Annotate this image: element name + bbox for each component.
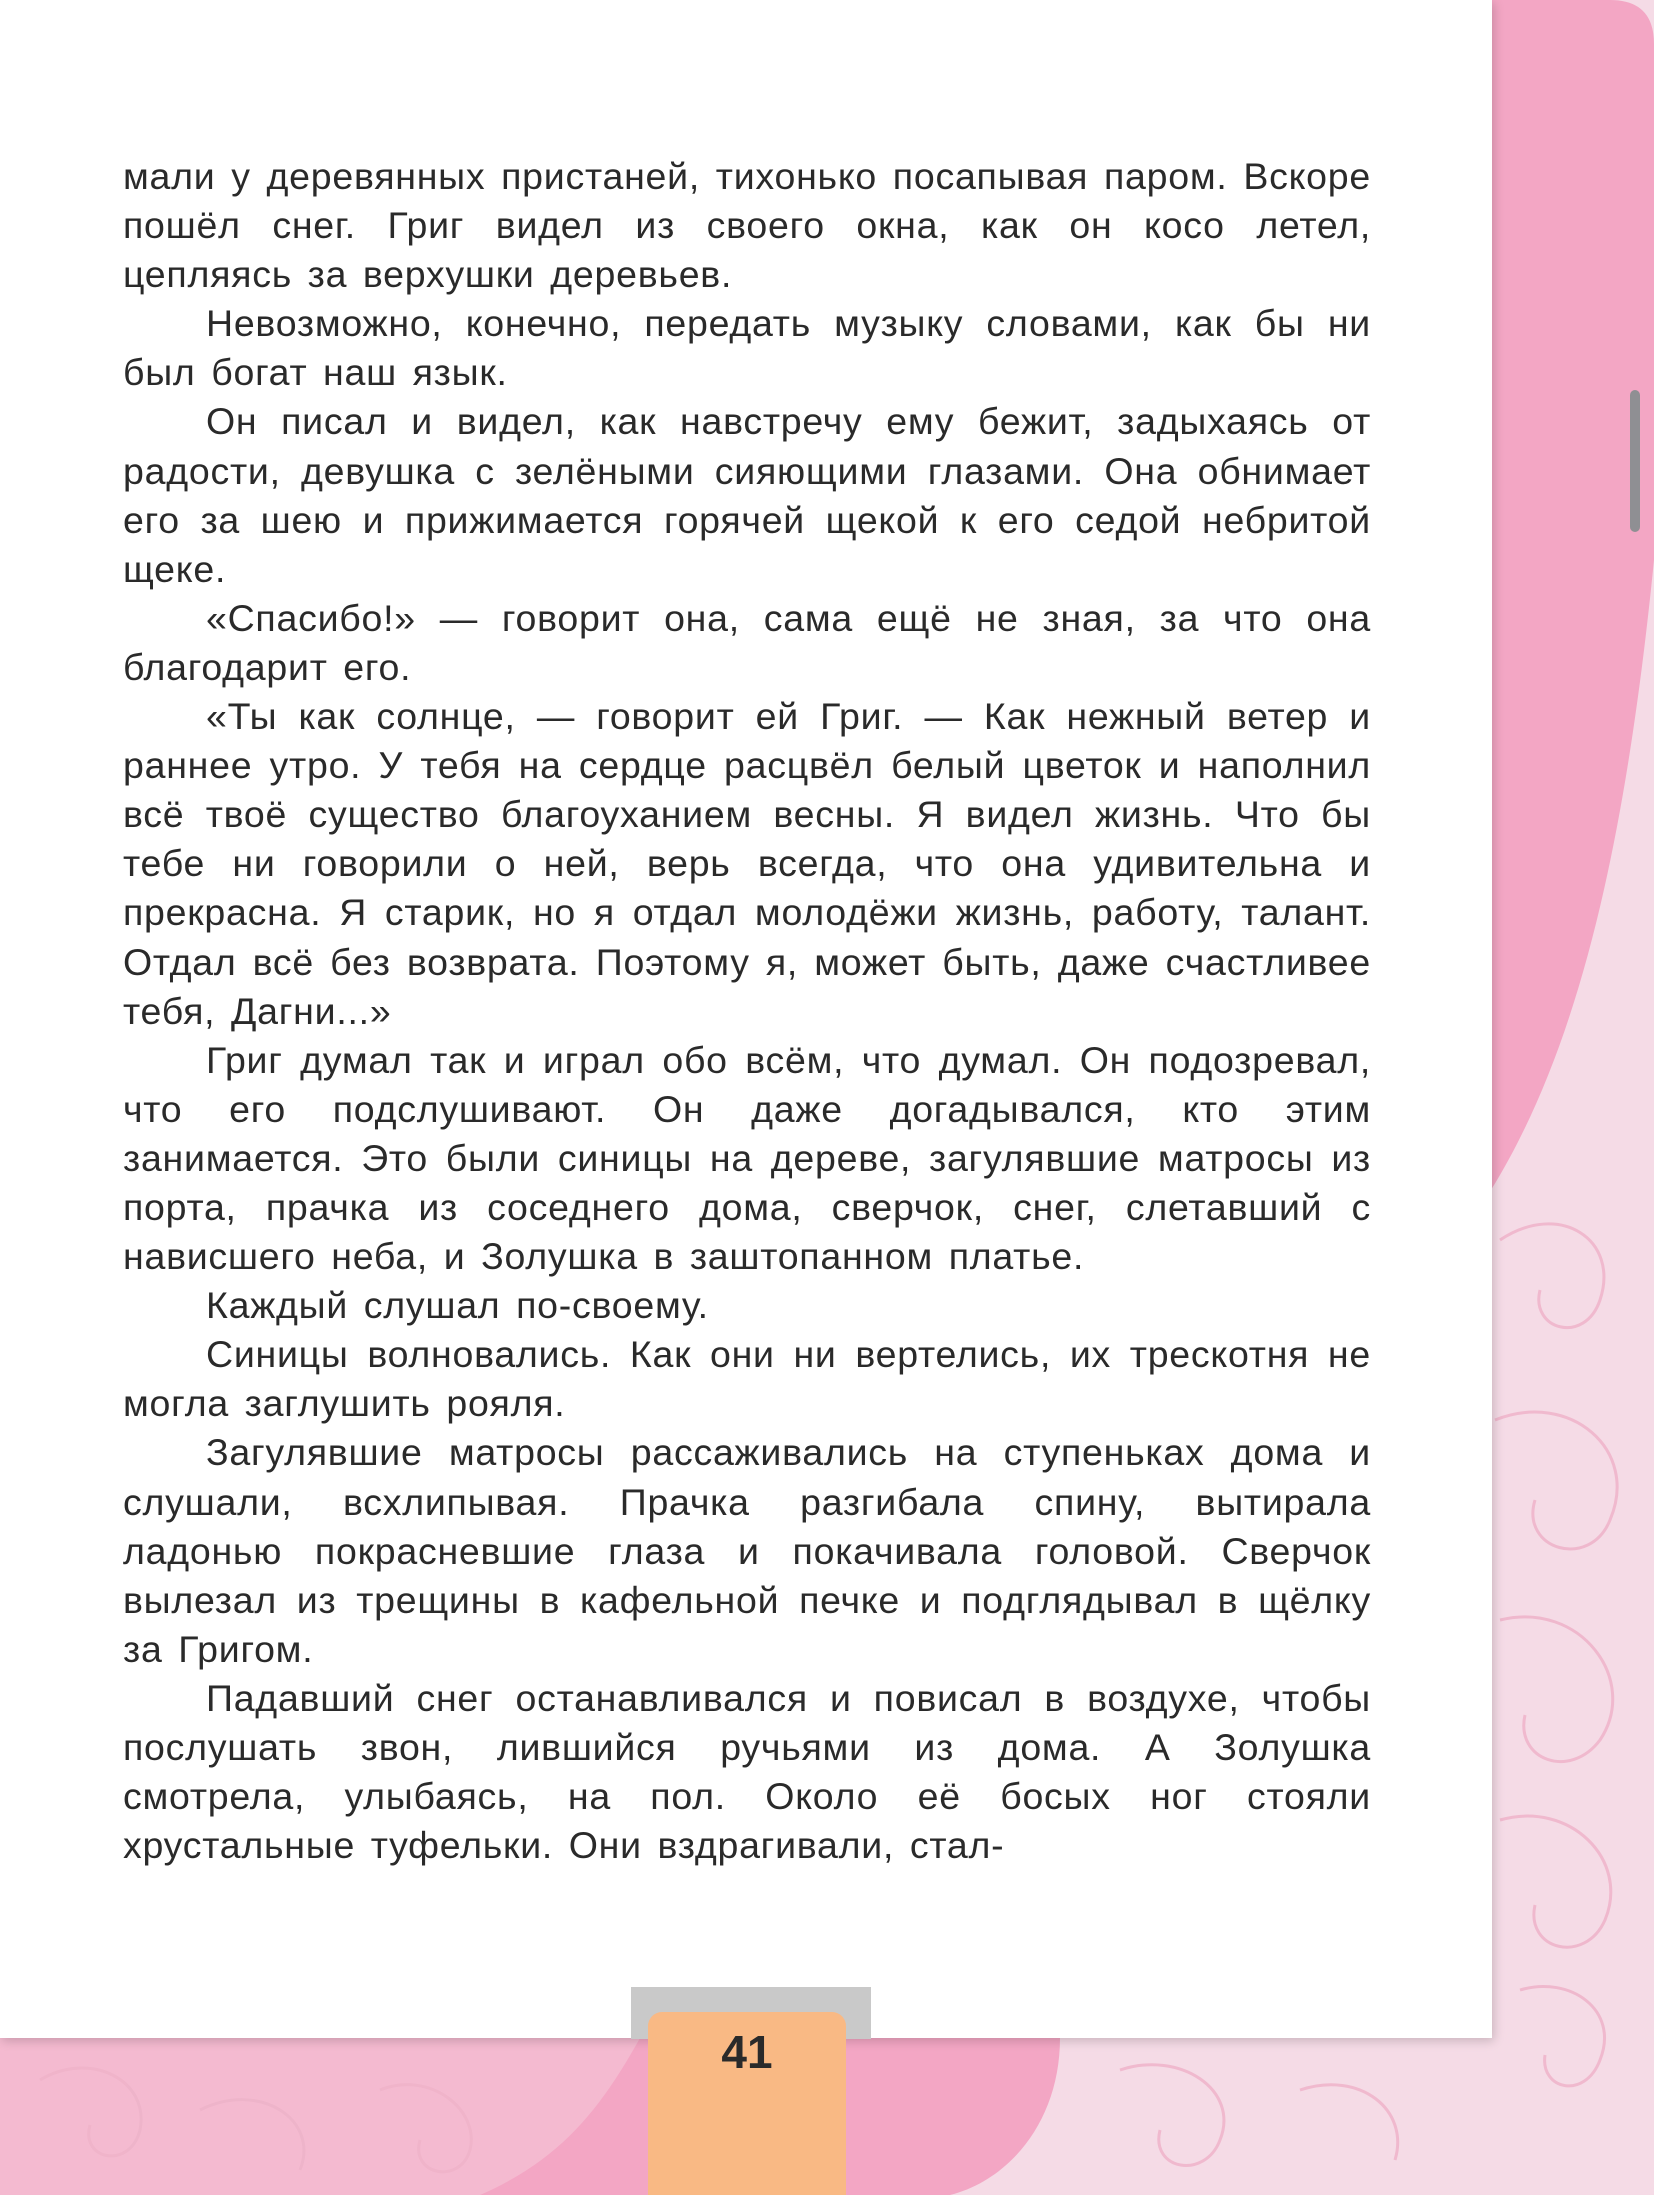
paragraph: Синицы волновались. Как они ни вертелись, их трескотня не могла заглушить рояля. [123, 1333, 1371, 1425]
scrollbar-thumb[interactable] [1630, 390, 1640, 532]
paragraph: Григ думал так и играл обо всём, что думал. Он подозревал, что его подслушивают. Он даже догадывался, кто этим занимается. Это были синицы на дереве, загулявшие матросы из порта, прачка из соседнего дома, сверчок, снег, слетавший с нависшего неба, и Золушка в заштопанном платье. [123, 1038, 1371, 1278]
paragraph: Каждый слушал по-своему. [206, 1284, 709, 1327]
paragraph: «Ты как солнце, — говорит ей Григ. — Как нежный ветер и раннее утро. У тебя на сердце расцвёл белый цветок и наполнил всё твоё существо благоуханием весны. Я видел жизнь. Что бы тебе ни говорили о ней, верь всегда, что она удивительна и прекрасна. Я старик, но я отдал молодёжи жизнь, работу, талант. Отдал всё без возврата. Поэтому я, может быть, даже счастливее тебя, Дагни...» [123, 695, 1371, 1032]
paragraph: мали у деревянных пристаней, тихонько посапывая паром. Вскоре пошёл снег. Григ видел из своего окна, как он косо летел, цепляясь за верхушки деревьев. [123, 155, 1371, 296]
paragraph: Он писал и видел, как навстречу ему бежит, задыхаясь от радости, девушка с зелёными сияющими глазами. Она обнимает его за шею и прижимается горячей щекой к его седой небритой щеке. [123, 400, 1371, 590]
page-number: 41 [721, 2026, 773, 2078]
paragraph: Невозможно, конечно, передать музыку словами, как бы ни был богат наш язык. [123, 302, 1371, 394]
story-text [123, 152, 1371, 1870]
paragraph: Загулявшие матросы рассаживались на ступеньках дома и слушали, всхлипывая. Прачка разгибала спину, вытирала ладонью покрасневшие глаза и покачивала головой. Сверчок вылезал из трещины в кафельной печке и подглядывал в щёлку за Григом. [123, 1431, 1371, 1670]
paragraph: Падавший снег останавливался и повисал в воздухе, чтобы послушать звон, лившийся ручьями из дома. А Золушка смотрела, улыбаясь, на пол. Около её босых ног стояли хрустальные туфельки. Они вздрагивали, стал- [123, 1676, 1371, 1867]
paragraph: «Спасибо!» — говорит она, сама ещё не зная, за что она благодарит его. [123, 596, 1371, 688]
